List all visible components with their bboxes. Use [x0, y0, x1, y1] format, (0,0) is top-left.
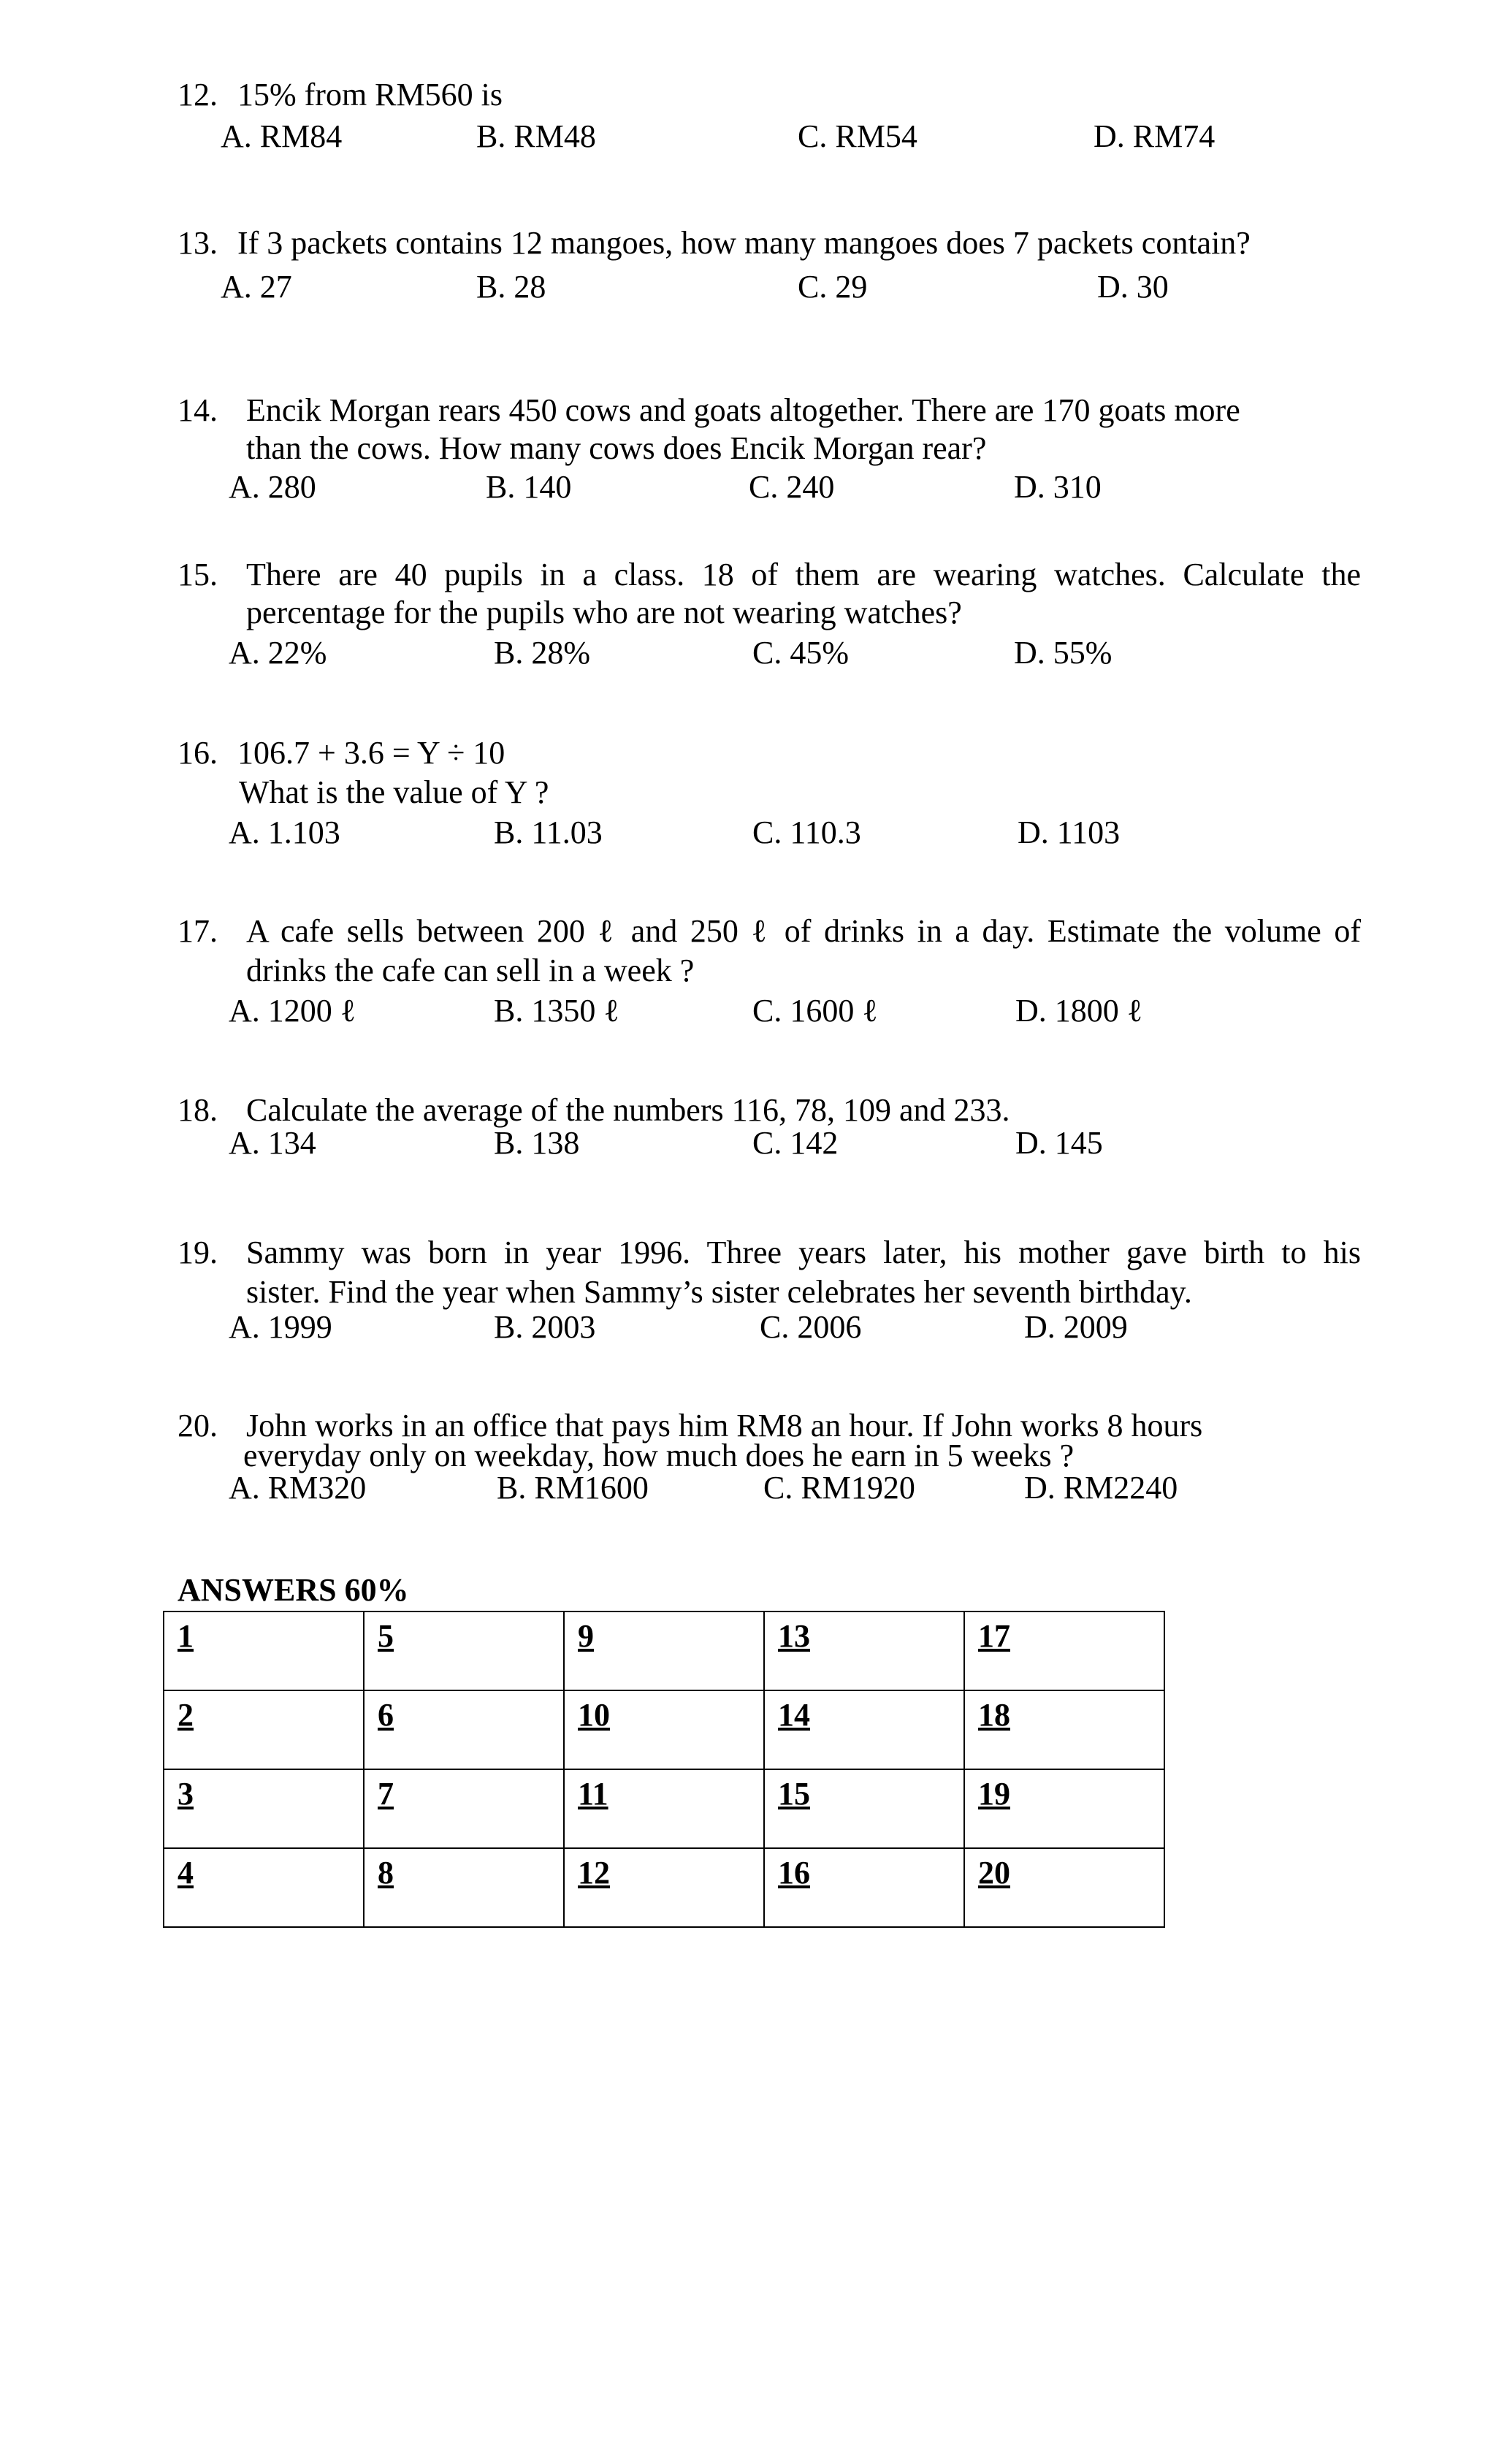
question-text-line-1: Sammy was born in year 1996. Three years later, his mother gave birth to his [246, 1235, 1361, 1270]
question-text-line-1: There are 40 pupils in a class. 18 of them are wearing watches. Calculate the [246, 557, 1361, 592]
question-number: 20. [178, 1408, 218, 1443]
option-c: C. 240 [749, 469, 835, 505]
question-text: What is the value of Y ? [239, 774, 549, 810]
option-a: A. 280 [229, 469, 316, 505]
question-number: 14. [178, 392, 218, 428]
answer-number: 1 [178, 1618, 194, 1654]
table-row [164, 1769, 1164, 1848]
answer-cell-5[interactable] [364, 1611, 564, 1690]
question-equation: 106.7 + 3.6 = Y ÷ 10 [237, 735, 505, 771]
answer-cell-9[interactable] [564, 1611, 764, 1690]
option-a: A. 1.103 [229, 815, 340, 850]
option-a: A. RM84 [221, 118, 343, 154]
option-d: D. 2009 [1024, 1309, 1128, 1345]
answer-cell-6[interactable] [364, 1690, 564, 1769]
answer-cell-16[interactable] [764, 1848, 964, 1927]
answer-cell-12[interactable] [564, 1848, 764, 1927]
answer-number: 16 [778, 1855, 810, 1891]
answer-number: 8 [378, 1855, 394, 1891]
answer-number: 13 [778, 1618, 810, 1654]
option-b: B. 28% [494, 635, 590, 671]
question-text: 15% from RM560 is [237, 77, 503, 112]
answer-number: 10 [578, 1697, 610, 1733]
question-text: If 3 packets contains 12 mangoes, how many mangoes does 7 packets contain? [237, 225, 1251, 261]
answer-number: 4 [178, 1855, 194, 1891]
answer-number: 11 [578, 1776, 608, 1812]
answer-cell-10[interactable] [564, 1690, 764, 1769]
option-c: C. RM54 [798, 118, 917, 154]
option-b: B. 1350 ℓ [494, 993, 619, 1029]
answer-cell-15[interactable] [764, 1769, 964, 1848]
option-d: D. 30 [1097, 269, 1169, 305]
answer-number: 18 [978, 1697, 1010, 1733]
answer-cell-19[interactable] [964, 1769, 1164, 1848]
answer-number: 6 [378, 1697, 394, 1733]
question-text-line-1: John works in an office that pays him RM8 an hour. If John works 8 hours [246, 1408, 1203, 1443]
option-c: C. 1600 ℓ [752, 993, 878, 1029]
question-text-line-2: sister. Find the year when Sammy’s sister celebrates her seventh birthday. [246, 1274, 1192, 1310]
question-number: 17. [178, 913, 218, 949]
table-row [164, 1848, 1164, 1927]
question-number: 16. [178, 735, 218, 771]
question-text-line-2: everyday only on weekday, how much does he earn in 5 weeks ? [243, 1438, 1075, 1473]
option-d: D. RM74 [1094, 118, 1216, 154]
answer-number: 5 [378, 1618, 394, 1654]
answer-number: 7 [378, 1776, 394, 1812]
answer-cell-13[interactable] [764, 1611, 964, 1690]
option-c: C. RM1920 [763, 1470, 915, 1506]
answer-cell-2[interactable] [164, 1690, 364, 1769]
option-b: B. 138 [494, 1125, 580, 1161]
option-d: D. 310 [1014, 469, 1102, 505]
option-d: D. 1800 ℓ [1015, 993, 1142, 1029]
answer-number: 14 [778, 1697, 810, 1733]
answers-title: ANSWERS 60% [178, 1572, 409, 1608]
option-d: D. 1103 [1018, 815, 1121, 850]
question-number: 15. [178, 557, 218, 592]
answer-number: 3 [178, 1776, 194, 1812]
option-b: B. 11.03 [494, 815, 603, 850]
question-text-line-1: A cafe sells between 200 ℓ and 250 ℓ of drinks in a day. Estimate the volume of [246, 913, 1361, 949]
option-d: D. RM2240 [1024, 1470, 1178, 1506]
option-d: D. 55% [1014, 635, 1113, 671]
answer-cell-4[interactable] [164, 1848, 364, 1927]
answer-number: 19 [978, 1776, 1010, 1812]
answers-table [163, 1611, 1165, 1928]
option-c: C. 142 [752, 1125, 839, 1161]
question-text-line-2: drinks the cafe can sell in a week ? [246, 953, 695, 988]
option-a: A. 27 [221, 269, 292, 305]
option-a: A. 134 [229, 1125, 316, 1161]
table-row [164, 1611, 1164, 1690]
option-b: B. 2003 [494, 1309, 596, 1345]
option-c: C. 29 [798, 269, 868, 305]
answer-number: 9 [578, 1618, 594, 1654]
option-b: B. 140 [486, 469, 572, 505]
option-c: C. 45% [752, 635, 849, 671]
option-c: C. 110.3 [752, 815, 861, 850]
table-row [164, 1690, 1164, 1769]
answer-cell-14[interactable] [764, 1690, 964, 1769]
answer-cell-17[interactable] [964, 1611, 1164, 1690]
option-b: B. 28 [476, 269, 546, 305]
answer-cell-1[interactable] [164, 1611, 364, 1690]
answer-number: 17 [978, 1618, 1010, 1654]
question-number: 18. [178, 1092, 218, 1128]
answer-cell-3[interactable] [164, 1769, 364, 1848]
answer-number: 20 [978, 1855, 1010, 1891]
option-d: D. 145 [1015, 1125, 1103, 1161]
option-a: A. 22% [229, 635, 327, 671]
question-text-line-2: than the cows. How many cows does Encik Morgan rear? [246, 430, 987, 466]
answer-number: 2 [178, 1697, 194, 1733]
answer-cell-7[interactable] [364, 1769, 564, 1848]
question-number: 12. [178, 77, 218, 112]
question-text-line-2: percentage for the pupils who are not wearing watches? [246, 595, 962, 630]
answer-cell-18[interactable] [964, 1690, 1164, 1769]
question-text: Calculate the average of the numbers 116, 78, 109 and 233. [246, 1092, 1010, 1128]
question-number: 13. [178, 225, 218, 261]
answer-number: 12 [578, 1855, 610, 1891]
answer-cell-8[interactable] [364, 1848, 564, 1927]
question-number: 19. [178, 1235, 218, 1270]
answer-cell-20[interactable] [964, 1848, 1164, 1927]
option-b: B. RM48 [476, 118, 596, 154]
answer-number: 15 [778, 1776, 810, 1812]
question-text-line-1: Encik Morgan rears 450 cows and goats altogether. There are 170 goats more [246, 392, 1240, 428]
option-a: A. 1200 ℓ [229, 993, 356, 1029]
option-a: A. RM320 [229, 1470, 367, 1506]
option-a: A. 1999 [229, 1309, 332, 1345]
option-b: B. RM1600 [497, 1470, 649, 1506]
option-c: C. 2006 [760, 1309, 862, 1345]
answer-cell-11[interactable] [564, 1769, 764, 1848]
